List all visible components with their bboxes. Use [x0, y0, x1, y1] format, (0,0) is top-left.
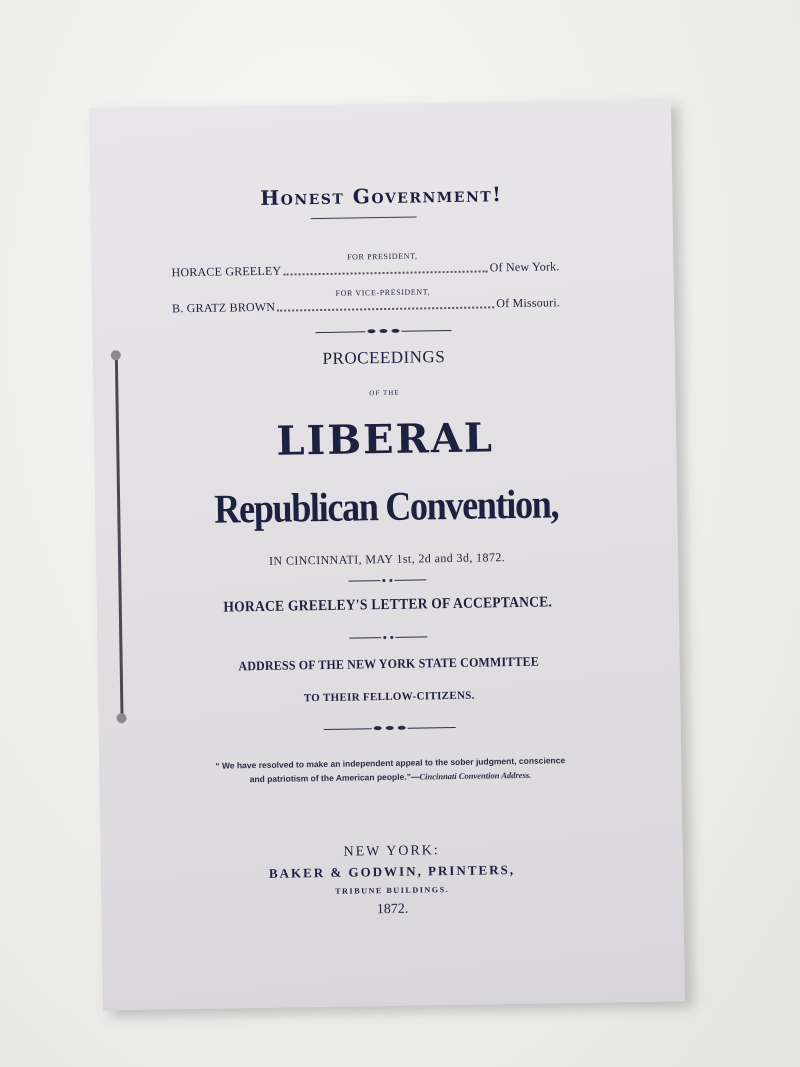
liberal-heading: LIBERAL: [276, 414, 495, 465]
imprint-printers: BAKER & GODWIN, PRINTERS,: [268, 862, 516, 881]
vp-label: FOR VICE-PRESIDENT,: [335, 287, 431, 298]
location-date: IN CINCINNATI, MAY 1st, 2d and 3d, 1872.: [268, 550, 506, 568]
president-name: HORACE GREELEY: [171, 263, 282, 280]
imprint-city: NEW YORK:: [343, 843, 440, 860]
convention-heading: Republican Convention,: [213, 480, 559, 532]
fellow-citizens-heading: TO THEIR FELLOW-CITIZENS.: [303, 689, 475, 705]
imprint-building: TRIBUNE BUILDINGS.: [335, 885, 450, 896]
quote-line-1: “ We have resolved to make an independent appeal to the sober judgment, conscience: [215, 755, 566, 771]
imprint-year: 1872.: [376, 901, 409, 918]
leader-dots: [283, 270, 487, 275]
ornament-rule-3: [97, 631, 679, 643]
vp-state: Of Missouri.: [496, 295, 561, 311]
stitch-hole-bottom: [116, 713, 126, 723]
quote-source: Cincinnati Convention Address.: [419, 769, 532, 782]
proceedings-heading: PROCEEDINGS: [322, 347, 446, 368]
address-heading: ADDRESS OF THE NEW YORK STATE COMMITTEE: [238, 653, 540, 674]
president-label: FOR PRESIDENT,: [346, 251, 418, 262]
ornament-rule-4: [99, 721, 681, 734]
acceptance-heading: HORACE GREELEY'S LETTER OF ACCEPTANCE.: [223, 594, 553, 616]
leader-dots: [277, 306, 494, 311]
vp-name: B. GRATZ BROWN: [171, 299, 276, 316]
of-the-text: OF THE: [369, 388, 400, 398]
quote-line-2-text: and patriotism of the American people.”—: [249, 771, 420, 785]
president-state: Of New York.: [489, 259, 560, 275]
pamphlet-cover: [89, 99, 685, 1010]
cover-title: Honest Government!: [260, 182, 503, 210]
title-rule: [311, 216, 417, 219]
ornament-rule-2: [96, 574, 678, 586]
ornament-rule-1: [92, 324, 674, 337]
epigraph-quote: [99, 751, 681, 788]
